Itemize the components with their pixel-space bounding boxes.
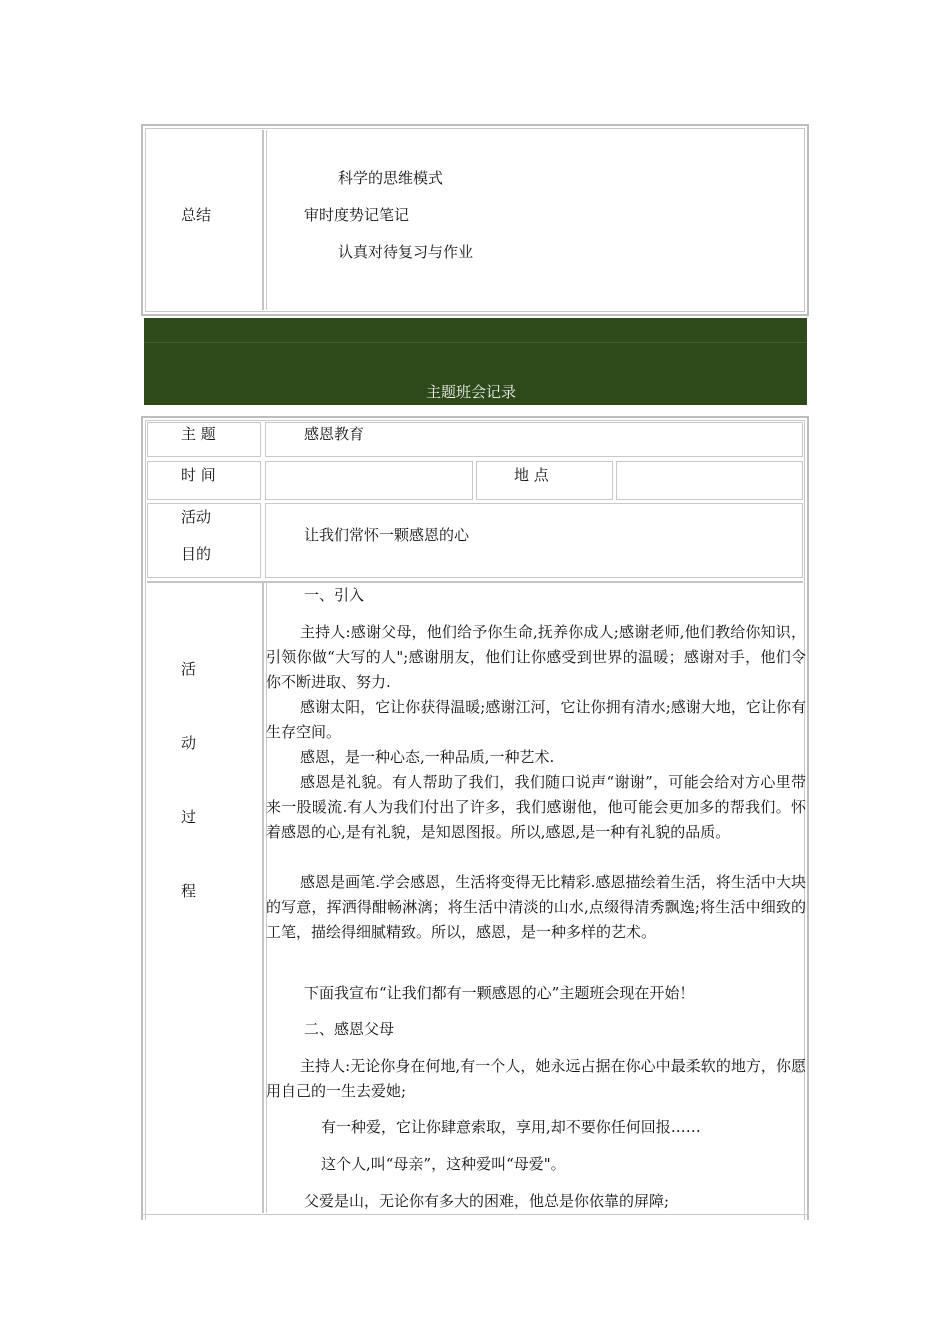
purpose-label-line-2: 目的 xyxy=(181,545,212,563)
theme-value: 感恩教育 xyxy=(304,425,365,443)
purpose-value: 让我们常怀一颗感恩的心 xyxy=(304,526,470,544)
section-heading-parents: 二、感恩父母 xyxy=(304,1020,395,1038)
paragraph-announcement: 下面我宣布“让我们都有一颗感恩的心”主题班会现在开始！ xyxy=(304,984,695,1002)
summary-line-3: 认真对待复习与作业 xyxy=(338,243,474,261)
process-divider xyxy=(262,583,264,1213)
time-label: 时 间 xyxy=(181,466,216,484)
paragraph-father-love: 父爱是山，无论你有多大的困难，他总是你依靠的屏障; xyxy=(304,1192,670,1210)
summary-divider xyxy=(262,130,264,310)
banner-title: 主题班会记录 xyxy=(426,383,517,401)
paragraph-mother-love: 这个人,叫“母亲”，这种爱叫“母爱"。 xyxy=(321,1155,566,1173)
section-heading-intro: 一、引入 xyxy=(304,586,365,604)
paragraph-host-thanks: 主持人:感谢父母，他们给予你生命,抚养你成人;感谢老师,他们教给你知识，引领你做“大写的人";感谢朋友，他们让你感受到世界的温暖；感谢对手，他们令你不断进取、努力. xyxy=(266,623,806,691)
summary-table-inner xyxy=(145,128,805,312)
paragraph-thanks-nature: 感谢太阳，它让你获得温暖;感谢江河，它让你拥有清水;感谢大地，它让你有生存空间。 xyxy=(266,698,806,741)
process-label-char-3: 过 xyxy=(181,808,197,826)
paragraph-kind-of-love: 有一种爱，它让你肆意索取，享用,却不要你任何回报…… xyxy=(321,1118,701,1136)
theme-label: 主 题 xyxy=(181,425,216,443)
banner-top-strip xyxy=(144,318,807,342)
process-bottom-cut xyxy=(141,1214,809,1215)
place-label: 地 点 xyxy=(514,466,549,484)
summary-line-1: 科学的思维模式 xyxy=(338,169,444,187)
process-label-char-1: 活 xyxy=(181,660,197,678)
summary-divider-inner xyxy=(266,130,267,310)
place-value-cell xyxy=(616,461,803,500)
process-label-char-4: 程 xyxy=(181,882,197,900)
summary-line-2: 审时度势记笔记 xyxy=(304,206,410,224)
purpose-label-line-1: 活动 xyxy=(181,508,212,526)
process-row-top xyxy=(147,581,803,583)
time-value-cell xyxy=(265,461,473,500)
paragraph-gratitude-definition: 感恩，是一种心态,一种品质,一种艺术. xyxy=(300,748,555,766)
paragraph-host-mother: 主持人:无论你身在何地,有一个人，她永远占据在你心中最柔软的地方，你愿用自己的一生去爱她; xyxy=(266,1057,806,1100)
process-label-char-2: 动 xyxy=(181,734,197,752)
paragraph-gratitude-brush: 感恩是画笔.学会感恩，生活将变得无比精彩.感恩描绘着生活，将生活中大块的写意，挥洒得酣畅淋漓；将生活中清淡的山水,点缀得清秀飘逸;将生活中细致的工笔，描绘得细腻精致。所以，感恩，是一种多样的艺术。 xyxy=(266,873,806,941)
paragraph-gratitude-politeness: 感恩是礼貌。有人帮助了我们，我们随口说声“谢谢”，可能会给对方心里带来一股暖流.有人为我们付出了许多，我们感谢他，他可能会更加多的帮我们。怀着感恩的心,是有礼貌，是知恩图报。所以,感恩,是一种有礼貌的品质。 xyxy=(266,773,806,841)
summary-label: 总结 xyxy=(181,206,212,224)
